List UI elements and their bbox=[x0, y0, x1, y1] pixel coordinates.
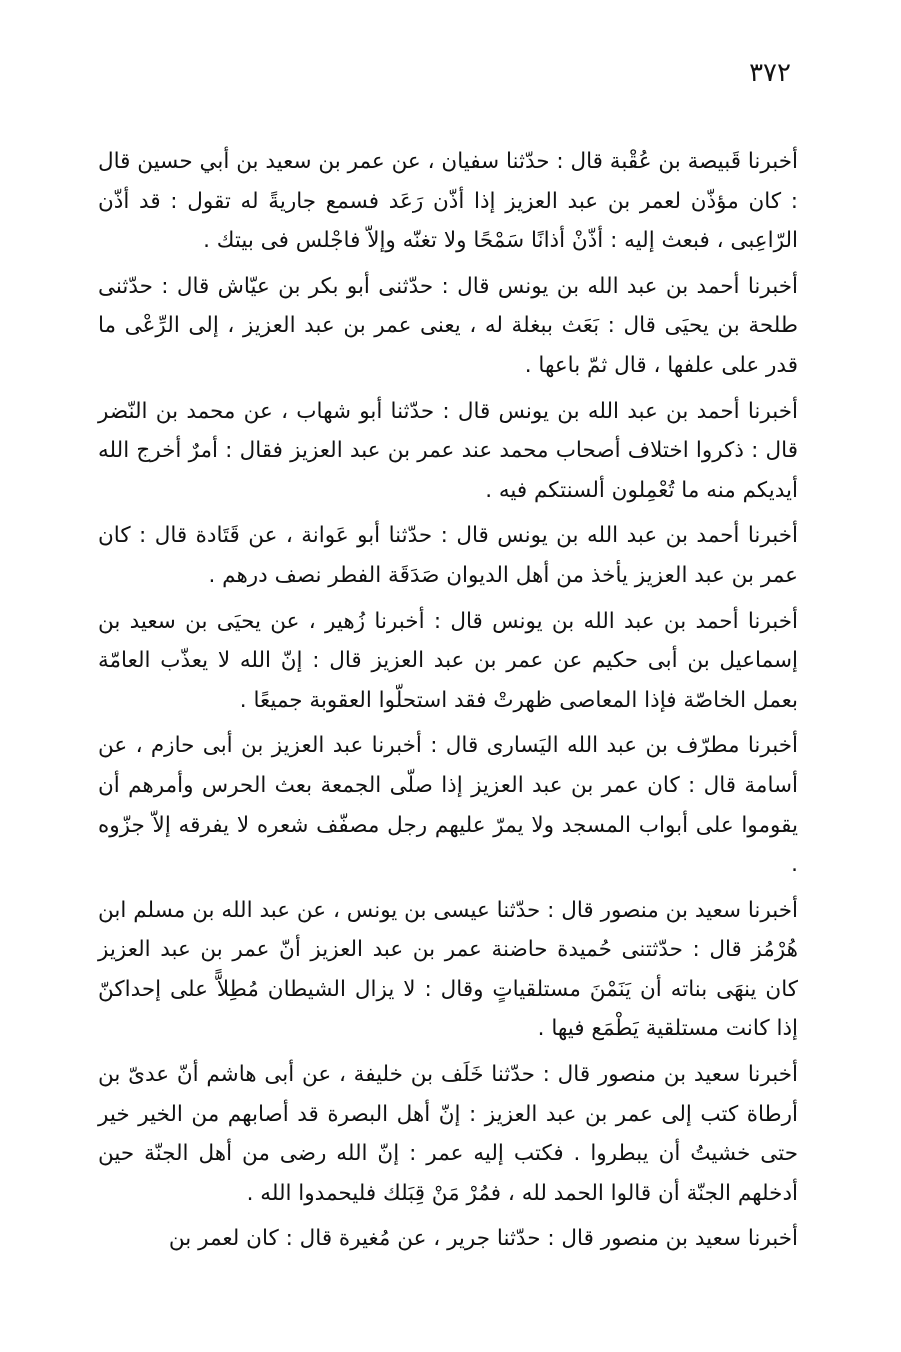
paragraph-5: أخبرنا أحمد بن عبد الله بن يونس قال : أخبرنا زُهير ، عن يحيَى بن سعيد بن إسماعيل بن أبى حكيم عن عمر بن عبد العزيز قال : إنّ الله لا يعذّب العامّة بعمل الخاصّة فإذا المعاصى ظهرتْ فقد استحلّوا العقوبة جميعًا . bbox=[98, 608, 798, 713]
paragraph-2: أخبرنا أحمد بن عبد الله بن يونس قال : حدّثنى أبو بكر بن عيّاش قال : حدّثنى طلحة بن يحيَى قال : بَعَث ببغلة له ، يعنى عمر بن عبد العزيز ، إلى الرِّعْى ما قدر على علفها ، قال ثمّ باعها . bbox=[98, 273, 798, 378]
paragraph-6: أخبرنا مطرّف بن عبد الله اليَسارى قال : أخبرنا عبد العزيز بن أبى حازم ، عن أسامة قال : كان عمر بن عبد العزيز إذا صلّى الجمعة بعث الحرس وأمرهم أن يقوموا على أبواب المسجد ولا يمرّ عليهم رجل مصفّف شعره لا يفرقه إلاّ جزّوه . bbox=[98, 733, 798, 878]
paragraph-7: أخبرنا سعيد بن منصور قال : حدّثنا عيسى بن يونس ، عن عبد الله بن مسلم ابن هُرْمُز قال : حدّثتنى حُميدة حاضنة عمر بن عبد العزيز أنّ عمر بن عبد العزيز كان ينهَى بناته أن يَنَمْنَ مستلقياتٍ وقال : لا يزال الشيطان مُطِلاًّ على إحداكنّ إذا كانت مستلقية يَطْمَع فيها . bbox=[98, 897, 798, 1042]
paragraph-9: أخبرنا سعيد بن منصور قال : حدّثنا جرير ، عن مُغيرة قال : كان لعمر بن bbox=[168, 1226, 798, 1252]
paragraph-3: أخبرنا أحمد بن عبد الله بن يونس قال : حدّثنا أبو شهاب ، عن محمد بن النّضر قال : ذكروا اختلاف أصحاب محمد عند عمر بن عبد العزيز فقال : أمرٌ أخرج الله أيديكم منه ما تُعْمِلون ألسنتكم فيه . bbox=[98, 398, 798, 503]
paragraph-1: أخبرنا قَبيصة بن عُقْبة قال : حدّثنا سفيان ، عن عمر بن سعيد بن أبي حسين قال : كان مؤذّن لعمر بن عبد العزيز إذا أذّن رَعَد فسمع جاريةً له تقول : قد أذّن الرّاعِبى ، فبعث إليه : أذّنْ أذانًا سَمْحًا ولا تغنّه وإلاّ فاجْلس فى بيتك . bbox=[98, 149, 798, 254]
paragraph-4: أخبرنا أحمد بن عبد الله بن يونس قال : حدّثنا أبو عَوانة ، عن قَتَادة قال : كان عمر بن عبد العزيز يأخذ من أهل الديوان صَدَقَة الفطر نصف درهم . bbox=[98, 523, 798, 588]
body-text bbox=[98, 142, 798, 1265]
paragraph-8: أخبرنا سعيد بن منصور قال : حدّثنا خَلَف بن خليفة ، عن أبى هاشم أنّ عدىّ بن أرطاة كتب إلى عمر بن عبد العزيز : إنّ أهل البصرة قد أصابهم من الخير خير حتى خشيتُ أن يبطروا . فكتب إليه عمر : إنّ الله رضى من أهل الجنّة حين أدخلهم الجنّة أن قالوا الحمد لله ، فمُرْ مَنْ قِبَلك فليحمدوا الله . bbox=[98, 1062, 798, 1206]
page-number: ٣٧٢ bbox=[749, 58, 791, 88]
